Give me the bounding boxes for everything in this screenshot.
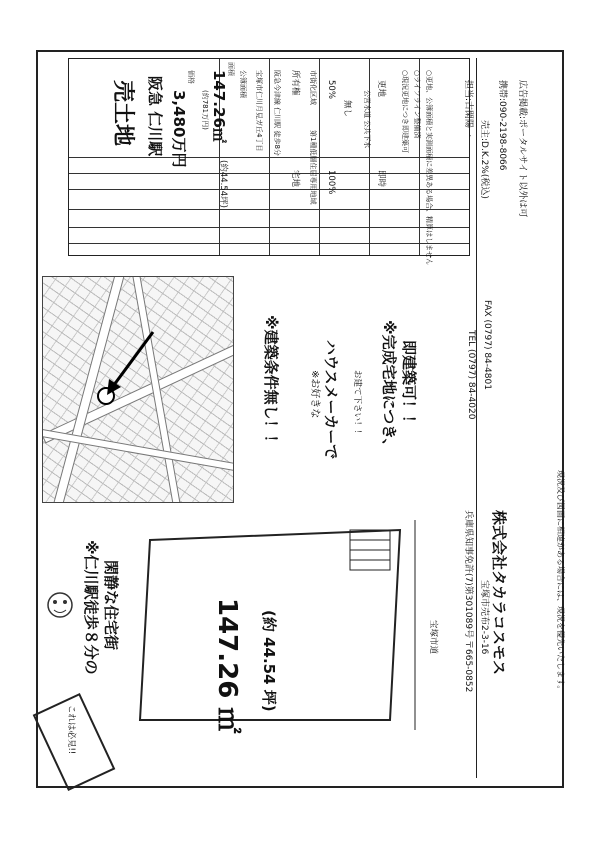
- facilities: 公営水道 公共下水: [363, 90, 371, 149]
- ad-note: 広告掲載:ポータルサイト以外は可: [517, 80, 527, 218]
- company-license: 兵庫県知事免許(7)第301089号: [463, 510, 473, 639]
- floor-area-ratio: 100%: [326, 170, 336, 195]
- company-tel: TEL (0797) 84-4020: [466, 330, 476, 420]
- land-category: 宅地: [290, 170, 300, 188]
- arrow-icon: [103, 327, 163, 397]
- plot-area: 147.26 ㎡: [212, 598, 242, 734]
- disclaimer: 現況及び図面に相違がある場合には、現況を優先いたします。: [556, 470, 565, 694]
- seller-note: 売主:D.K.2%(税込): [479, 120, 489, 199]
- land-right: 所有権: [290, 70, 300, 96]
- zoning: 市街化区域: [309, 70, 317, 105]
- house-maker-3: お建て下さい！！: [352, 370, 362, 439]
- ready-callout-2: 即建築可！！: [400, 340, 418, 431]
- company-divider: [476, 58, 477, 778]
- quiet-callout: 閑静な住宅街: [102, 560, 120, 651]
- area-note: 公簿面積: [239, 70, 247, 98]
- use-district: 第1種低層住居専用地域: [309, 130, 317, 205]
- company-address: 宝塚市売布2-3-16: [479, 580, 489, 655]
- no-condition-callout: ※建築条件無し！！: [262, 315, 280, 450]
- delivery: 即時: [376, 170, 386, 188]
- must-see-text: これは必見!!: [66, 705, 76, 755]
- mascot-icon: [40, 585, 90, 625]
- company-fax: FAX (0797) 84-4801: [482, 300, 492, 390]
- contact-mobile: 携帯:090-2198-8066: [497, 80, 507, 171]
- ready-callout-1: ※完成宅地につき、: [380, 320, 398, 454]
- listing-area-tsubo: (約44.54坪): [218, 160, 228, 208]
- contact-person: 担当:古閑陽一: [463, 80, 473, 138]
- remark-1: ○現況更地につき即建築可: [401, 70, 409, 153]
- row-price-label: 価格: [187, 70, 195, 84]
- walk-callout: ※仁川駅徒歩８分の: [82, 540, 100, 675]
- location-map: [42, 276, 234, 503]
- station-name: 阪急 仁川駅: [146, 76, 164, 157]
- coverage-ratio: 50%: [326, 80, 336, 99]
- house-maker-1: ※お好きな: [309, 370, 320, 419]
- company-postal: 〒665-0852: [463, 640, 473, 693]
- listing-category: 売土地: [110, 80, 135, 147]
- listing-area: 147.26㎡: [210, 70, 228, 143]
- house-maker-2: ハウスメーカーで: [322, 340, 340, 460]
- plot-tsubo: (約 44.54 坪): [260, 610, 278, 712]
- remark-2: ○ライフライン整備済: [413, 70, 421, 139]
- remark-3: ○更地、公簿面積と実測面積に差異ある場合、精算はしません: [425, 70, 433, 266]
- listing-price: 3,480万円: [170, 90, 188, 168]
- road-label: 宝塚市道: [428, 620, 438, 655]
- transport: 阪急今津線 仁川駅 徒歩8分: [273, 70, 281, 156]
- building-condition: 無し: [342, 100, 352, 118]
- address: 宝塚市仁川月見ガ丘4丁目: [255, 70, 263, 152]
- company-name: 株式会社タカラコスモス: [490, 510, 508, 676]
- row-area-label: 面積: [227, 62, 235, 76]
- current-status: 更地: [376, 80, 386, 98]
- price-note: (約781万円): [201, 90, 209, 130]
